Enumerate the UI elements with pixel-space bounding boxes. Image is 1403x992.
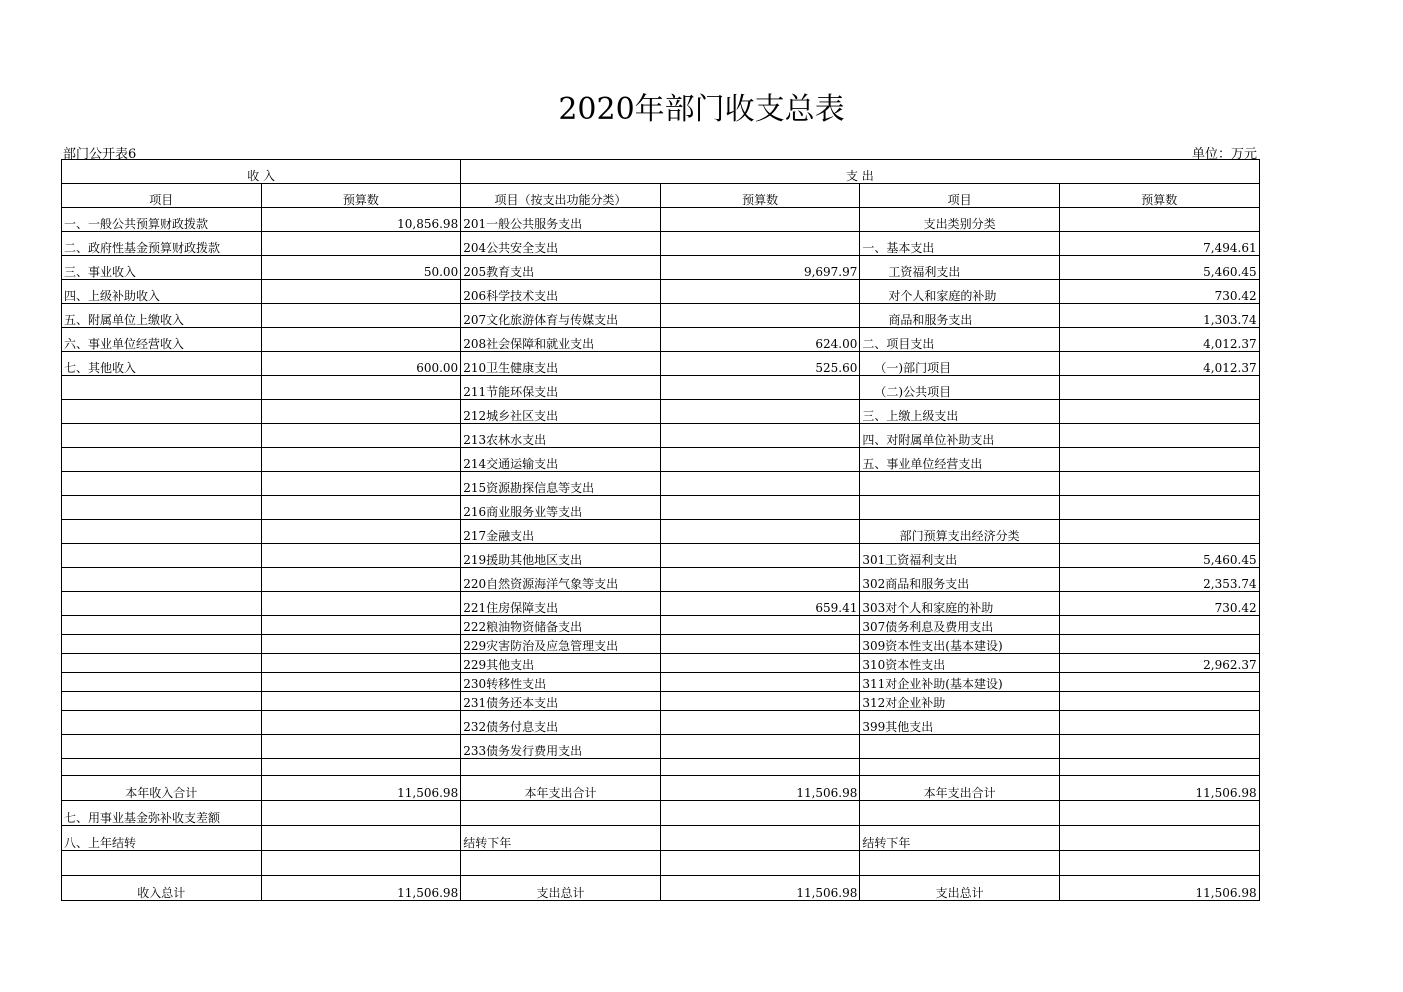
category-budget: 2,962.37 [1059,654,1259,673]
category-budget: 5,460.45 [1059,256,1259,280]
expense-header: 支 出 [461,160,1259,184]
grand-expense-label-2: 支出总计 [860,876,1060,901]
func-budget [660,232,860,256]
func-item: 204公共安全支出 [461,232,661,256]
income-budget: 10,856.98 [261,208,461,232]
category-item: 对个人和家庭的补助 [860,280,1060,304]
category-item: （一)部门项目 [860,352,1060,376]
income-budget [261,424,461,448]
income-budget [261,692,461,711]
func-item: 206科学技术支出 [461,280,661,304]
income-item [62,616,262,635]
category-budget [1059,400,1259,424]
income-item [62,592,262,616]
col-header-budget3: 预算数 [1059,184,1259,208]
income-item: 四、上级补助收入 [62,280,262,304]
table-row [62,635,1260,654]
func-item: 212城乡社区支出 [461,400,661,424]
fund-row [62,801,1260,826]
income-item [62,735,262,759]
income-budget [261,544,461,568]
func-budget [660,424,860,448]
carry-out-label: 结转下年 [461,826,661,851]
func-budget [660,400,860,424]
func-budget [660,472,860,496]
table-row [62,616,1260,635]
category-item: 支出类别分类 [860,208,1060,232]
income-budget [261,280,461,304]
category-item: 工资福利支出 [860,256,1060,280]
income-budget [261,304,461,328]
income-item [62,424,262,448]
func-item: 208社会保障和就业支出 [461,328,661,352]
func-budget [660,280,860,304]
table-row [62,692,1260,711]
income-budget [261,448,461,472]
carry-out-label-2: 结转下年 [860,826,1060,851]
func-item: 216商业服务业等支出 [461,496,661,520]
category-item: 307债务利息及费用支出 [860,616,1060,635]
grand-expense-value: 11,506.98 [660,876,860,901]
income-item [62,448,262,472]
income-budget [261,472,461,496]
func-item: 222粮油物资储备支出 [461,616,661,635]
func-budget [660,496,860,520]
year-income-value: 11,506.98 [261,776,461,801]
func-budget: 659.41 [660,592,860,616]
income-item [62,376,262,400]
blank-row [62,759,1260,776]
year-expense-label-2: 本年支出合计 [860,776,1060,801]
page-title: 2020年部门收支总表 [558,92,845,127]
fund-label: 七、用事业基金弥补收支差额 [62,801,262,826]
func-item: 221住房保障支出 [461,592,661,616]
category-item: 一、基本支出 [860,232,1060,256]
unit-label: 单位：万元 [1191,147,1257,162]
income-budget [261,400,461,424]
income-item: 三、事业收入 [62,256,262,280]
func-budget [660,692,860,711]
func-budget [660,735,860,759]
func-budget [660,568,860,592]
func-item: 229灾害防治及应急管理支出 [461,635,661,654]
func-item: 201一般公共服务支出 [461,208,661,232]
table-row [62,496,1260,520]
table-row [62,592,1260,616]
year-income-label: 本年收入合计 [62,776,262,801]
func-budget [660,208,860,232]
blank-row [62,851,1260,876]
category-budget: 2,353.74 [1059,568,1259,592]
income-item: 五、附属单位上缴收入 [62,304,262,328]
income-item [62,673,262,692]
category-item: 三、上缴上级支出 [860,400,1060,424]
income-budget [261,496,461,520]
category-budget [1059,376,1259,400]
table-row [62,256,1260,280]
table-row [62,568,1260,592]
category-budget [1059,735,1259,759]
category-item: 商品和服务支出 [860,304,1060,328]
category-budget [1059,496,1259,520]
income-item: 六、事业单位经营收入 [62,328,262,352]
func-item: 219援助其他地区支出 [461,544,661,568]
income-budget [261,568,461,592]
income-budget [261,616,461,635]
func-item: 207文化旅游体育与传媒支出 [461,304,661,328]
category-item [860,472,1060,496]
income-budget [261,711,461,735]
table-row [62,711,1260,735]
carry-in-label: 八、上年结转 [62,826,262,851]
grand-expense-value-2: 11,506.98 [1059,876,1259,901]
func-item: 205教育支出 [461,256,661,280]
func-budget: 525.60 [660,352,860,376]
func-budget [660,376,860,400]
func-item: 214交通运输支出 [461,448,661,472]
category-item [860,496,1060,520]
table-row [62,424,1260,448]
table-row [62,673,1260,692]
category-item: （二)公共项目 [860,376,1060,400]
table-row [62,654,1260,673]
table-row [62,472,1260,496]
income-item [62,568,262,592]
category-budget: 730.42 [1059,280,1259,304]
category-item: 五、事业单位经营支出 [860,448,1060,472]
header-row-columns [62,184,1260,208]
category-budget: 1,303.74 [1059,304,1259,328]
category-item: 399其他支出 [860,711,1060,735]
func-budget [660,520,860,544]
category-budget: 4,012.37 [1059,328,1259,352]
category-budget: 7,494.61 [1059,232,1259,256]
func-budget [660,544,860,568]
func-item: 217金融支出 [461,520,661,544]
func-budget [660,673,860,692]
col-header-budget2: 预算数 [660,184,860,208]
category-item: 四、对附属单位补助支出 [860,424,1060,448]
income-budget [261,328,461,352]
func-item: 220自然资源海洋气象等支出 [461,568,661,592]
category-budget [1059,635,1259,654]
col-header-item3: 项目 [860,184,1060,208]
year-expense-value: 11,506.98 [660,776,860,801]
func-budget [660,654,860,673]
func-item: 233债务发行费用支出 [461,735,661,759]
income-budget [261,635,461,654]
category-item: 311对企业补助(基本建设) [860,673,1060,692]
func-item: 211节能环保支出 [461,376,661,400]
year-expense-label: 本年支出合计 [461,776,661,801]
grand-income-label: 收入总计 [62,876,262,901]
income-item [62,400,262,424]
category-item: 二、项目支出 [860,328,1060,352]
income-header: 收 入 [62,160,461,184]
income-budget [261,376,461,400]
income-budget [261,592,461,616]
year-expense-value-2: 11,506.98 [1059,776,1259,801]
header-row-main [62,160,1260,184]
func-budget [660,711,860,735]
income-item [62,520,262,544]
category-budget [1059,208,1259,232]
income-item [62,496,262,520]
func-item: 215资源勘探信息等支出 [461,472,661,496]
category-budget [1059,448,1259,472]
func-budget: 9,697.97 [660,256,860,280]
grand-expense-label: 支出总计 [461,876,661,901]
func-budget: 624.00 [660,328,860,352]
year-total-row [62,776,1260,801]
income-item: 一、一般公共预算财政拨款 [62,208,262,232]
income-item [62,692,262,711]
category-item: 301工资福利支出 [860,544,1060,568]
category-budget [1059,692,1259,711]
func-item: 230转移性支出 [461,673,661,692]
income-item [62,544,262,568]
table-row [62,448,1260,472]
category-budget: 5,460.45 [1059,544,1259,568]
category-item: 303对个人和家庭的补助 [860,592,1060,616]
category-budget [1059,520,1259,544]
income-budget: 50.00 [261,256,461,280]
table-row [62,544,1260,568]
func-item: 232债务付息支出 [461,711,661,735]
category-budget [1059,424,1259,448]
income-budget [261,520,461,544]
func-budget [660,448,860,472]
table-row [62,376,1260,400]
table-row [62,400,1260,424]
func-item: 229其他支出 [461,654,661,673]
grand-income-value: 11,506.98 [261,876,461,901]
func-budget [660,616,860,635]
col-header-func: 项目（按支出功能分类） [461,184,661,208]
income-budget [261,654,461,673]
category-item: 309资本性支出(基本建设) [860,635,1060,654]
col-header-item: 项目 [62,184,262,208]
table-row [62,352,1260,376]
category-budget: 4,012.37 [1059,352,1259,376]
category-budget [1059,673,1259,692]
func-budget [660,635,860,654]
grand-total-row [62,876,1260,901]
category-item: 312对企业补助 [860,692,1060,711]
category-item: 302商品和服务支出 [860,568,1060,592]
income-item: 二、政府性基金预算财政拨款 [62,232,262,256]
table-row [62,208,1260,232]
category-item: 310资本性支出 [860,654,1060,673]
table-code: 部门公开表6 [63,147,137,162]
table-row [62,520,1260,544]
carry-row [62,826,1260,851]
col-header-budget: 预算数 [261,184,461,208]
table-row [62,328,1260,352]
category-budget [1059,472,1259,496]
income-item: 七、其他收入 [62,352,262,376]
table-row [62,232,1260,256]
category-budget [1059,711,1259,735]
budget-table [61,159,1260,901]
income-item [62,635,262,654]
category-item [860,735,1060,759]
func-item: 231债务还本支出 [461,692,661,711]
income-budget [261,735,461,759]
func-item: 213农林水支出 [461,424,661,448]
table-row [62,304,1260,328]
func-item: 210卫生健康支出 [461,352,661,376]
income-item [62,472,262,496]
table-row [62,280,1260,304]
income-item [62,711,262,735]
category-budget [1059,616,1259,635]
income-budget [261,232,461,256]
income-item [62,654,262,673]
table-row [62,735,1260,759]
category-item: 部门预算支出经济分类 [860,520,1060,544]
func-budget [660,304,860,328]
category-budget: 730.42 [1059,592,1259,616]
income-budget [261,673,461,692]
income-budget: 600.00 [261,352,461,376]
